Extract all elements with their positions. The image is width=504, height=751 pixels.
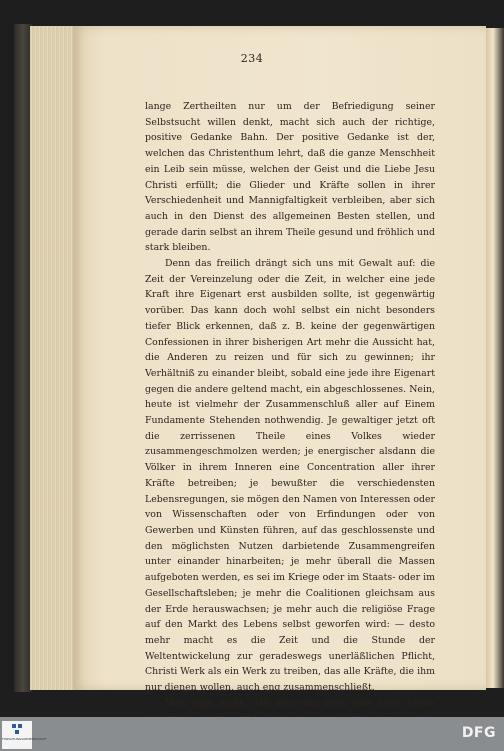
page-edges (30, 26, 75, 690)
page-number: 234 (240, 52, 264, 65)
dfg-logo-icon (11, 723, 23, 735)
logo-text: FORSCHUNGSGEMEINSCHAFT (2, 737, 47, 741)
dfg-brand[interactable]: DFG (461, 725, 496, 741)
viewer-footer-bar (0, 717, 504, 751)
paragraph: Denn das freilich drängt sich uns mit Gewalt auf: die Zeit der Vereinzelung oder die Zeit, in welcher eine jede Kraft ihre Eigenart erst ausbilden sollte, ist gegenwärtig vorüber. Das kann doch wohl selbst ein nicht besonders tiefer Blick erkennen, daß z. B. keine der gegenwärtigen Confessionen in ihrer bisherigen Art mehr die Aussicht hat, die Anderen zu reizen und für sich zu gewinnen; ihr Verhältniß zu einander bleibt, sobald eine jede ihre Eigenart gegen die andere geltend macht, ein abgeschlossenes. Nein, heute ist vielmehr der Zusammenschluß aller auf Einem Fundamente Stehenden nothwendig. Je gewaltiger jetzt oft die zerrissenen Theile eines Volkes wieder zusammengeschmolzen werden; je energischer alsdann die Völker in ihrem Inneren eine Concentration aller ihrer Kräfte betreiben; je bewußter die verschiedensten Lebensregungen, sie mögen den Namen von Interessen oder von Wissenschaften oder von Erfindungen oder von Gewerben und Künsten führen, auf das geschlossenste und den möglichsten Nutzen darbietende Zusammengreifen unter einander hinarbeiten; je mehr überall die Massen aufgeboten werden, es sei im Kriege oder im Staats- oder im Gesellschaftsleben; je mehr die Coalitionen gleichsam aus der Erde herauswachsen; je mehr auch die religiöse Frage auf den Markt des Lebens selbst geworfen wird: — desto mehr macht es die Zeit und die Stunde der Weltentwickelung zur geradeswegs unerläßlichen Pflicht, Christi Werk als ein Werk zu treiben, das alle Kräfte, die ihm nur dienen wollen, auch eng zusammenschließt. (145, 258, 435, 694)
page-right-edge (486, 28, 504, 688)
institution-logo[interactable] (2, 721, 47, 749)
paragraph: lange Zertheilten nur um der Befriedigung seiner Selbstsucht willen denkt, macht sich auch der richtige, positive Gedanke Bahn. Der positive Gedanke ist der, welchen das Christenthum lehrt, daß die ganze Menschheit ein Leib sein müsse, welchen der Geist und die Liebe Jesu Christi erfüllt; die Glieder und Kräfte sollen in ihrer Verschiedenheit und Mannigfaltigkeit verbleiben, aber sich auch in den Dienst des allgemeinen Besten stellen, und gerade darin selbst an ihrem Theile gesund und fröhlich und stark bleiben. (145, 101, 435, 254)
paragraph: Man sage nicht, daß also nun doch eine neue Union (165, 697, 435, 709)
body-text (145, 99, 435, 743)
